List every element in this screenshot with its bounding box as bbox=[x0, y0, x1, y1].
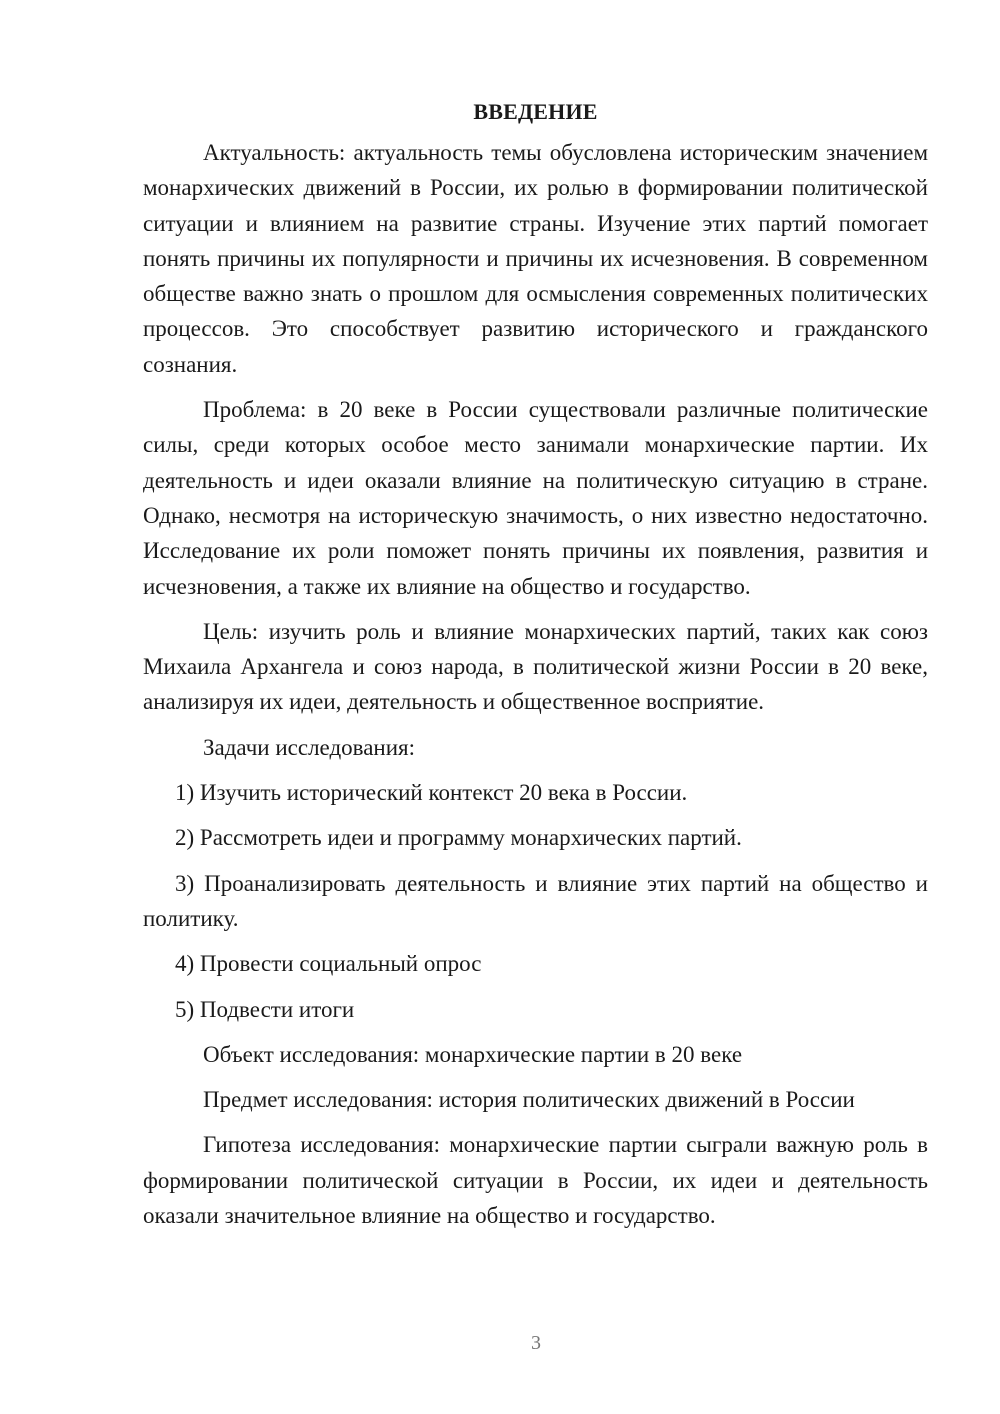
section-title: ВВЕДЕНИЕ bbox=[473, 99, 598, 124]
research-subject: Предмет исследования: история политических движений в России bbox=[203, 1087, 855, 1113]
task-item-5: 5) Подвести итоги bbox=[175, 996, 355, 1022]
relevance-paragraph: Актуальность: актуальность темы обусловлена историческим значением монархических движений в России, их ролью в формировании политической ситуации и влиянием на развитие страны. Изучение этих партий помогает понять причины их популярности и причины их исчезновения. В современном обществе важно знать о прошлом для осмысления современных политических процессов. Это способствует развитию исторического и гражданского сознания. bbox=[143, 140, 928, 377]
problem-paragraph: Проблема: в 20 веке в России существовали различные политические силы, среди которых особое место занимали монархические партии. Их деятельность и идеи оказали влияние на политическую ситуацию в стране. Однако, несмотря на историческую значимость, о них известно недостаточно. Исследование их роли поможет понять причины их появления, развития и исчезновения, а также их влияние на общество и государство. bbox=[143, 397, 928, 599]
research-object: Объект исследования: монархические партии в 20 веке bbox=[203, 1041, 743, 1067]
task-item-1: 1) Изучить исторический контекст 20 века в России. bbox=[175, 780, 688, 806]
task-item-3: 3) Проанализировать деятельность и влияние этих партий на общество и политику. bbox=[143, 870, 928, 931]
tasks-heading: Задачи исследования: bbox=[203, 734, 416, 760]
goal-paragraph: Цель: изучить роль и влияние монархических партий, таких как союз Михаила Архангела и союз народа, в политической жизни России в 20 веке, анализируя их идеи, деятельность и общественное восприятие. bbox=[143, 618, 928, 715]
task-item-2: 2) Рассмотреть идеи и программу монархических партий. bbox=[175, 825, 742, 851]
page-number: 3 bbox=[531, 1332, 541, 1354]
research-hypothesis: Гипотеза исследования: монархические партии сыграли важную роль в формировании политической ситуации в России, их идеи и деятельность оказали значительное влияние на общество и государство. bbox=[143, 1132, 928, 1229]
task-item-4: 4) Провести социальный опрос bbox=[175, 951, 482, 977]
page-body bbox=[143, 94, 928, 1233]
